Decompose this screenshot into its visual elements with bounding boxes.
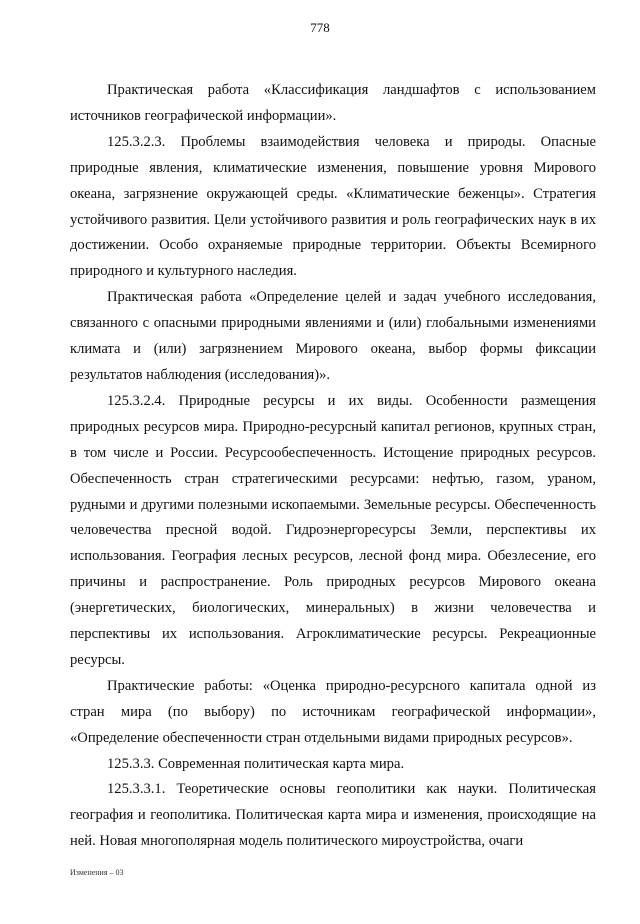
paragraph: 125.3.3.1. Теоретические основы геополитики как науки. Политическая география и геополитика. Политическая карта мира и изменения, происходящие на ней. Новая многополярная модель политического мироустройства, очаги [70, 781, 596, 850]
footer-revision-note: Изменения – 03 [70, 868, 124, 877]
paragraph: 125.3.2.3. Проблемы взаимодействия человека и природы. Опасные природные явления, климатические изменения, повышение уровня Мирового океана, загрязнение окружающей среды. «Климатические беженцы». Стратегия устойчивого развития. Цели устойчивого развития и роль географических наук в их достижении. Особо охраняемые природные территории. Объекты Всемирного природного и культурного наследия. [70, 133, 596, 280]
paragraph: Практическая работа «Классификация ландшафтов с использованием источников географической информации». [70, 82, 596, 124]
paragraph: Практические работы: «Оценка природно-ресурсного капитала одной из стран мира (по выбору) по источникам географической информации», «Определение обеспеченности стран отдельными видами природных ресурсов». [70, 677, 596, 746]
page-number: 778 [310, 20, 330, 35]
section-heading: 125.3.3. Современная политическая карта мира. [107, 755, 405, 772]
paragraph: Практическая работа «Определение целей и задач учебного исследования, связанного с опасными природными явлениями и (или) глобальными изменениями климата и (или) загрязнением Мирового океана, выбор формы фиксации результатов наблюдения (исследования)». [70, 289, 596, 383]
document-body [70, 78, 596, 855]
paragraph: 125.3.2.4. Природные ресурсы и их виды. Особенности размещения природных ресурсов мира. Природно-ресурсный капитал регионов, крупных стран, в том числе и России. Ресурсообеспеченность. Истощение природных ресурсов. Обеспеченность стран стратегическими ресурсами: нефтью, газом, ураном, рудными и другими полезными ископаемыми. Земельные ресурсы. Обеспеченность человечества пресной водой. Гидроэнергоресурсы Земли, перспективы их использования. География лесных ресурсов, лесной фонд мира. Обезлесение, его причины и распространение. Роль природных ресурсов Мирового океана (энергетических, биологических, минеральных) в жизни человечества и перспективы их использования. Агроклиматические ресурсы. Рекреационные ресурсы. [70, 392, 596, 668]
